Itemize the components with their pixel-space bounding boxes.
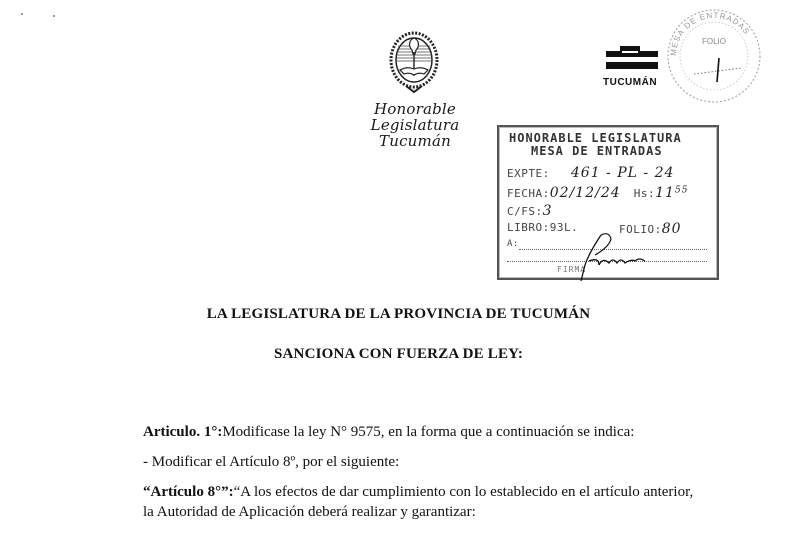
fecha-row [507, 185, 688, 201]
mesa-de-entradas-stamp [497, 125, 719, 280]
libro-label: LIBRO: [507, 221, 550, 234]
hs-label: Hs: [633, 187, 656, 200]
folio-label: FOLIO [702, 37, 727, 46]
fecha-label: FECHA: [507, 187, 550, 200]
expte-label: EXPTE: [507, 167, 550, 180]
svg-text:MESA DE ENTRADAS: MESA DE ENTRADAS [668, 10, 752, 57]
expte-value: 461 - PL - 24 [570, 165, 675, 181]
handwritten-signature-icon [571, 231, 661, 283]
article-1-paragraph [143, 422, 703, 442]
stamp-title-2: MESA DE ENTRADAS [531, 144, 663, 158]
cfs-row [507, 203, 553, 219]
provincial-coat-of-arms-icon [388, 30, 440, 96]
folio-stamp [664, 6, 764, 106]
institution-line-2: Tucumán [379, 132, 451, 150]
hs-value: 11 [655, 185, 675, 201]
institution-line-1: Honorable Legislatura [370, 100, 460, 134]
stamp-title-1: HONORABLE LEGISLATURA [509, 131, 682, 145]
hs-minutes: 55 [674, 185, 689, 196]
cfs-value: 3 [542, 203, 553, 219]
article-1-text: Modificase la ley N° 9575, en la forma que a continuación se indica: [222, 424, 635, 440]
folio-label: FOLIO: [619, 223, 662, 236]
scan-speck [21, 13, 23, 15]
tucuman-logo-icon [606, 46, 658, 72]
article-8-paragraph [143, 482, 703, 522]
institution-name [330, 101, 500, 149]
expte-row [507, 165, 674, 181]
province-logo-text: TUCUMÁN [603, 77, 658, 88]
document-subheading: SANCIONA CON FUERZA DE LEY: [273, 346, 524, 362]
folio-value: 80 [661, 221, 682, 237]
modification-paragraph: - Modificar el Artículo 8º, por el siguiente: [143, 454, 400, 470]
scan-speck [53, 15, 55, 17]
a-label: A: [507, 239, 519, 249]
firma-label: FIRMA [557, 265, 587, 274]
article-8-label: “Artículo 8°”: [143, 484, 234, 500]
article-8-text: “A los efectos de dar cumplimiento con lo establecido en el artículo anterior, la Autoridad de Aplicación deberá realizar y garantizar: [143, 484, 694, 520]
fecha-value: 02/12/24 [549, 185, 621, 201]
article-1-label: Articulo. 1°: [143, 424, 223, 440]
document-heading: LA LEGISLATURA DE LA PROVINCIA DE TUCUMÁN [206, 306, 591, 322]
cfs-label: C/FS: [507, 205, 543, 218]
libro-value: 93L. [549, 221, 579, 234]
libro-row [507, 221, 578, 234]
